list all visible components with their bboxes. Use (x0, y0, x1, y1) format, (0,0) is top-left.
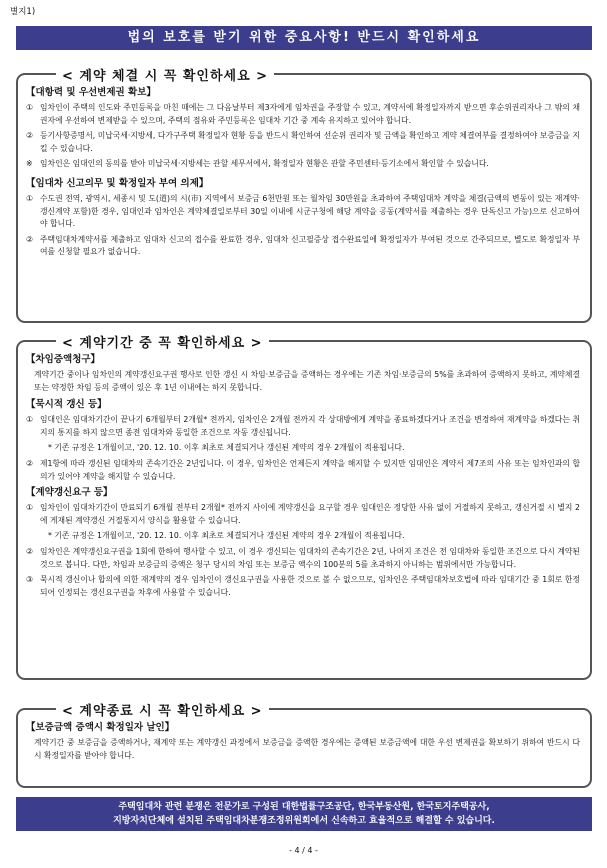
item-number: ① (26, 503, 33, 513)
subsection-heading: 【임대차 신고의무 및 확정일자 부여 의제】 (26, 177, 209, 189)
footer-line: 지방자치단체에 설치된 주택임대차분쟁조정위원회에서 신속하고 효율적으로 해결할 수 있습니다. (113, 816, 495, 826)
list-item (26, 458, 580, 483)
page-banner: 법의 보호를 받기 위한 중요사항! 반드시 확인하세요 (16, 26, 592, 50)
section-title: < 계약 체결 시 꼭 확인하세요 > (56, 65, 274, 84)
section-title: < 계약기간 중 꼭 확인하세요 > (56, 332, 269, 351)
list-item (26, 414, 580, 439)
list-item (26, 502, 580, 527)
subsection-heading: 【계약갱신요구 등】 (26, 487, 113, 499)
list-item (26, 234, 580, 259)
list-item (26, 574, 580, 599)
page-number: - 4 / 4 - (289, 846, 318, 855)
item-text: 임차인이 임대차기간이 만료되기 6개월 전부터 2개월* 전까지 사이에 계약갱신을 요구할 경우 임대인은 정당한 사유 없이 거절하지 못하고, 갱신거절 시 별지 2에 게재된 계약갱신 거절통지서 양식을 활용할 수 있습니다. (40, 503, 580, 525)
item-number: ② (26, 458, 33, 468)
item-number: ① (26, 103, 33, 112)
subsection-heading: 【보증금액 증액시 확정일자 날인】 (26, 722, 175, 733)
list-item (26, 130, 580, 155)
section-contract-signing (16, 69, 592, 323)
annex-label: 별지1) (10, 7, 36, 17)
subsection-heading: 【묵시적 갱신 등】 (26, 399, 107, 411)
item-text: 수도권 전역, 광역시, 세종시 및 도(道)의 시(市) 지역에서 보증금 6천만원 또는 월차임 30만원을 초과하여 주택임대차 계약을 체결(금액의 변동이 있는 재계약·갱신계약 포함)한 경우, 임대인과 임차인은 계약체결일로부터 30일 이내에 시군구청에 해당 계약을 공동(계약서를 제출하는 경우 단독신고 가능)으로 신고하여야 합니다. (40, 193, 581, 229)
item-text: 등기사항증명서, 미납국세·지방세, 다가구주택 확정일자 현황 등을 반드시 확인하여 선순위 권리자 및 금액을 확인하고 계약 체결여부를 결정하여야 보증금을 지킬 수 있습니다. (40, 131, 580, 153)
item-number: ② (26, 131, 33, 141)
footnote: * 기존 규정은 1개월이고, '20. 12. 10. 이후 최초로 체결되거나 갱신된 계약의 경우 2개월이 적용됩니다. (48, 531, 405, 541)
item-number: ③ (26, 575, 33, 585)
footer-notice (16, 797, 592, 831)
footer-line: 주택임대차 관련 분쟁은 전문가로 구성된 대한법률구조공단, 한국부동산원, 한국토지주택공사, (118, 802, 490, 812)
item-text: 임차인은 계약갱신요구권을 1회에 한하여 행사할 수 있고, 이 경우 갱신되는 임대차의 존속기간은 2년, 나머지 조건은 전 임대차와 동일한 조건으로 다시 계약된 것으로 봅니다. 다만, 차임과 보증금의 증액은 청구 당시의 차임 또는 보증금 액수의 100분의 5를 초과하지 아니하는 범위에서만 가능합니다. (40, 546, 580, 569)
paragraph: 계약기간 중이나 임차인의 계약갱신요구권 행사로 인한 갱신 시 차임·보증금을 증액하는 경우에는 기존 차임·보증금의 5%를 초과하여 증액하지 못하고, 계약체결 또는 약정한 차임 등의 증액이 있은 후 1년 이내에는 하지 못합니다. (34, 370, 580, 392)
item-text: 임차인이 주택의 인도와 주민등록을 마친 때에는 그 다음날부터 제3자에게 임차권을 주장할 수 있고, 계약서에 확정일자까지 받으면 후순위권리자나 그 밖의 채권자에 우선하여 변제받을 수 있으며, 주택의 점유와 주민등록은 임대차 기간 중 계속 유지하고 있어야 합니다. (40, 103, 580, 125)
list-item (26, 102, 580, 127)
note-mark: ※ (26, 159, 33, 169)
section-title: < 계약종료 시 꼭 확인하세요 > (56, 700, 269, 719)
item-number: ① (26, 415, 33, 425)
subsection-heading: 【차임증액청구】 (26, 354, 101, 365)
note-text: 임차인은 임대인의 동의를 받아 미납국세·지방세는 관할 세무서에서, 확정일자 현황은 관할 주민센터·등기소에서 확인할 수 있습니다. (40, 159, 489, 169)
list-item (26, 546, 580, 571)
item-text: 주택임대차계약서를 제출하고 임대차 신고의 접수를 완료한 경우, 임대차 신고필증상 접수완료일에 확정일자가 부여된 것으로 간주되므로, 별도로 확정일자 부여를 신청할 필요가 없습니다. (40, 234, 580, 257)
item-number: ① (26, 193, 33, 203)
item-text: 제1항에 따라 갱신된 임대차의 존속기간은 2년입니다. 이 경우, 임차인은 언제든지 계약을 해지할 수 있지만 임대인은 계약서 제7조의 사유 또는 임차인과의 합의가 있어야 계약을 해지할 수 있습니다. (40, 458, 580, 481)
subsection-heading: 【대항력 및 우선변제권 확보】 (26, 87, 156, 98)
item-text: 묵시적 갱신이나 합의에 의한 재계약의 경우 임차인이 갱신요구권을 사용한 것으로 볼 수 없으므로, 임차인은 주택임대차보호법에 따라 임대기간 중 1회로 한정되어 인정되는 갱신요구권을 차후에 사용할 수 있습니다. (40, 575, 580, 597)
section-during-contract (16, 336, 592, 680)
note-item (26, 158, 580, 171)
list-item (26, 193, 580, 231)
section-contract-end (16, 704, 592, 788)
paragraph: 계약기간 중 보증금을 증액하거나, 재계약 또는 계약갱신 과정에서 보증금을 증액한 경우에는 증액된 보증금액에 대한 우선 변제권을 확보하기 위하여 반드시 다시 확정일자를 받아야 합니다. (34, 738, 580, 760)
item-text: 임대인은 임대차기간이 끝나기 6개월부터 2개월* 전까지, 임차인은 2개월 전까지 각 상대방에게 계약을 종료하겠다거나 조건을 변경하여 재계약을 하겠다는 취지의 통지를 하지 않으면 종전 임대차와 동일한 조건으로 자동 갱신됩니다. (40, 415, 580, 437)
item-number: ② (26, 234, 33, 244)
item-number: ② (26, 546, 33, 556)
footnote: * 기존 규정은 1개월이고, '20. 12. 10. 이후 최초로 체결되거나 갱신된 계약의 경우 2개월이 적용됩니다. (48, 443, 405, 453)
